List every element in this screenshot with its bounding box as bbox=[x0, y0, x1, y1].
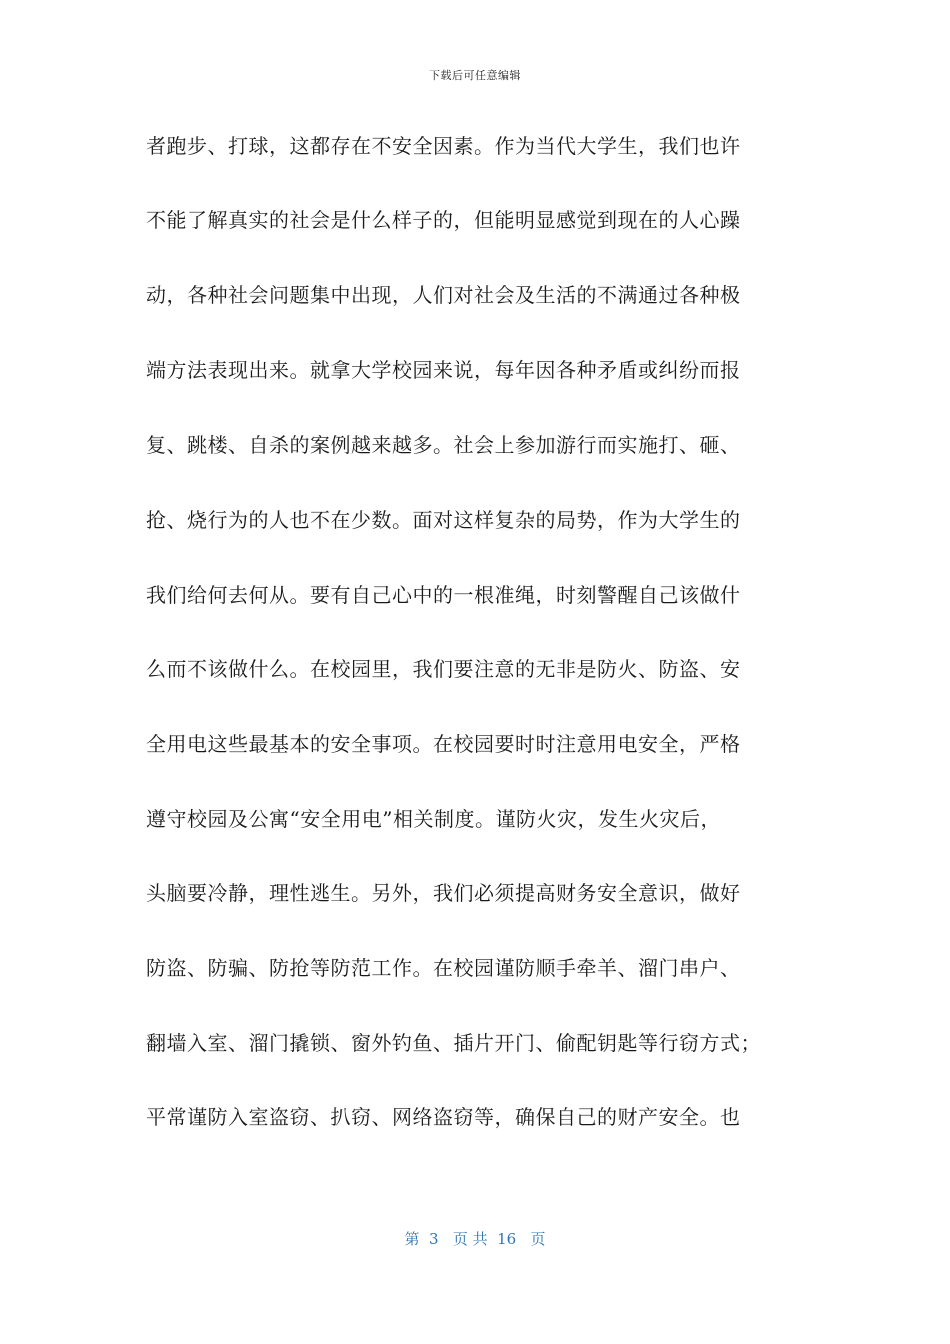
text-line: 动，各种社会问题集中出现，人们对社会及生活的不满通过各种极 bbox=[146, 283, 741, 307]
page-number-footer: 第 3 页 共 16 页 bbox=[404, 1230, 546, 1248]
text-line: 者跑步、打球，这都存在不安全因素。作为当代大学生，我们也许 bbox=[146, 134, 741, 158]
text-line: 不能了解真实的社会是什么样子的，但能明显感觉到现在的人心躁 bbox=[146, 208, 741, 232]
text-line: 防盗、防骗、防抢等防范工作。在校园谨防顺手牵羊、溜门串户、 bbox=[146, 956, 741, 980]
text-line: 翻墙入室、溜门撬锁、窗外钓鱼、插片开门、偷配钥匙等行窃方式； bbox=[146, 1031, 761, 1055]
header-note: 下载后可任意编辑 bbox=[429, 69, 521, 82]
text-line: 复、跳楼、自杀的案例越来越多。社会上参加游行而实施打、砸、 bbox=[146, 433, 741, 457]
text-line: 么而不该做什么。在校园里，我们要注意的无非是防火、防盗、安 bbox=[146, 657, 741, 681]
text-line: 全用电这些最基本的安全事项。在校园要时时注意用电安全，严格 bbox=[146, 732, 741, 756]
text-line: 遵守校园及公寓“安全用电”相关制度。谨防火灾，发生火灾后， bbox=[146, 807, 721, 831]
text-line: 我们给何去何从。要有自己心中的一根准绳，时刻警醒自己该做什 bbox=[146, 583, 741, 607]
text-line: 端方法表现出来。就拿大学校园来说，每年因各种矛盾或纠纷而报 bbox=[146, 358, 741, 382]
text-line: 抢、烧行为的人也不在少数。面对这样复杂的局势，作为大学生的 bbox=[146, 508, 741, 532]
text-line: 头脑要冷静，理性逃生。另外，我们必须提高财务安全意识，做好 bbox=[146, 881, 741, 905]
text-line: 平常谨防入室盗窃、扒窃、网络盗窃等，确保自己的财产安全。也 bbox=[146, 1105, 741, 1129]
